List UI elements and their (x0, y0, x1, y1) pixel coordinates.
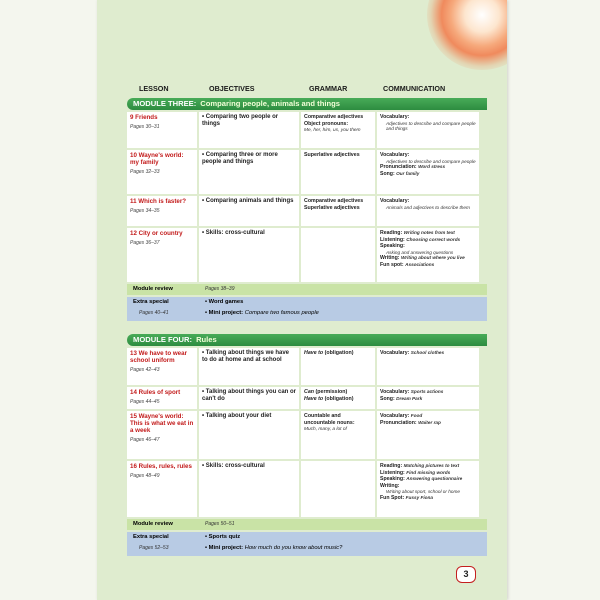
lesson-title: 10 Wayne's world: my family (130, 152, 184, 166)
lesson-cell (127, 348, 197, 385)
item-key: Fun Spot: (380, 494, 405, 501)
objectives-cell (199, 112, 299, 148)
item-key: Can (304, 389, 315, 395)
item-detail: Adjectives to describe and compare people (386, 158, 476, 164)
objective-text: • Comparing two people or things (202, 114, 279, 127)
objectives-cell (199, 411, 299, 459)
module-title: Rules (196, 335, 217, 344)
lesson-pages: Pages 48–49 (130, 473, 160, 479)
objective-text: • Talking about your diet (202, 413, 272, 419)
item-value: Associations (405, 261, 435, 267)
module-three (127, 98, 487, 321)
item-value: Food (410, 413, 423, 418)
item-key: Vocabulary: (380, 413, 410, 419)
item-value: (obligation) (324, 350, 354, 356)
objective-text: • Skills: cross-cultural (202, 463, 265, 469)
objective-text: • Comparing three or more people and things (202, 152, 278, 165)
item-key: Reading: (380, 463, 403, 469)
module4-lessons-table (125, 346, 481, 519)
lesson-row (127, 348, 479, 385)
lesson-cell (127, 228, 197, 282)
item-value: (permission) (315, 389, 348, 395)
header-lesson: LESSON (139, 84, 169, 93)
item-line (380, 350, 476, 357)
item-line (304, 396, 372, 403)
lesson-row (127, 150, 479, 194)
lesson-row (127, 387, 479, 409)
lesson-row (127, 411, 479, 459)
extra-special-bar (127, 297, 487, 321)
objective-text: • Talking about things we have to do at home and at school (202, 350, 289, 363)
item-value: (obligation) (324, 396, 354, 402)
item-label: Superlative adjectives (304, 152, 360, 158)
objectives-cell (199, 228, 299, 282)
item-key: Fun spot: (380, 261, 404, 268)
item-label: Superlative adjectives (304, 205, 360, 211)
communication-cell (377, 348, 479, 385)
review-pages: Pages 38–39 (205, 286, 235, 292)
item-value: Matching pictures to text (403, 463, 460, 468)
mini-project-text: Compare two famous people (244, 310, 319, 316)
lesson-title: 15 Wayne's world: This is what we eat in a week (130, 413, 194, 434)
item-line (380, 171, 476, 178)
communication-cell (377, 228, 479, 282)
item-label: Countable and (304, 413, 341, 419)
extra-label: Extra special (133, 299, 169, 305)
lesson-title: 11 Which is faster? (130, 198, 187, 205)
review-pages: Pages 50–51 (205, 521, 235, 527)
item-value: Sports actions (410, 389, 444, 394)
column-headers (97, 84, 507, 96)
item-key: Song: (380, 170, 395, 177)
mini-project (205, 310, 319, 316)
item-key: Pronunciation: (380, 164, 417, 170)
lesson-cell (127, 112, 197, 148)
item-line (304, 350, 372, 357)
communication-cell (377, 196, 479, 226)
lesson-pages: Pages 42–43 (130, 367, 160, 373)
extra-pages: Pages 52–53 (139, 545, 169, 551)
item-label: Comparative adjectives (304, 198, 364, 204)
item-label: Object pronouns: (304, 121, 349, 127)
mini-project-label: • Mini project: (205, 310, 244, 316)
item-label: Vocabulary: (380, 152, 410, 158)
objective-text: • Skills: cross-cultural (202, 230, 265, 236)
review-label: Module review (133, 286, 173, 292)
item-line (380, 262, 476, 269)
item-key: Listening: (380, 236, 405, 243)
objectives-cell (199, 348, 299, 385)
item-key: Song: (380, 395, 395, 402)
extra-label: Extra special (133, 534, 169, 540)
lesson-title: 9 Friends (130, 114, 158, 121)
lesson-cell (127, 150, 197, 194)
item-label: Speaking: (380, 243, 405, 249)
item-value: School clothes (410, 350, 445, 355)
lesson-cell (127, 387, 197, 409)
item-label: Writing: (380, 482, 400, 489)
mini-project (205, 545, 342, 551)
module3-title-bar (127, 98, 487, 110)
item-line (304, 389, 372, 396)
communication-cell (377, 461, 479, 517)
lesson-row (127, 461, 479, 517)
extra-item: • Word games (205, 299, 244, 305)
communication-cell (377, 387, 479, 409)
item-line (380, 396, 476, 403)
grammar-cell (301, 150, 375, 194)
module4-title-bar (127, 334, 487, 346)
module-label: MODULE THREE: (133, 99, 197, 108)
header-objectives: OBJECTIVES (209, 84, 255, 93)
objectives-cell (199, 150, 299, 194)
item-key: Vocabulary: (380, 389, 410, 395)
item-key: Speaking: (380, 476, 405, 482)
extra-special-bar (127, 532, 487, 556)
communication-cell (377, 112, 479, 148)
lesson-pages: Pages 44–45 (130, 399, 160, 405)
lesson-title: 12 City or country (130, 230, 183, 237)
lesson-title: 14 Rules of sport (130, 389, 181, 396)
item-value: Our family (396, 170, 420, 176)
contents-sheet (97, 0, 507, 600)
communication-cell (377, 150, 479, 194)
item-label: Comparative adjectives (304, 114, 364, 120)
item-key: Listening: (380, 469, 405, 476)
item-line (380, 495, 476, 502)
lesson-cell (127, 461, 197, 517)
item-key: Have to (304, 396, 324, 402)
grammar-cell (301, 112, 375, 148)
item-value: Writing notes from text (403, 230, 455, 235)
lesson-row (127, 228, 479, 282)
item-key: Writing: (380, 255, 400, 261)
grammar-cell (301, 387, 375, 409)
module-label: MODULE FOUR: (133, 335, 193, 344)
lesson-pages: Pages 30–31 (130, 124, 160, 130)
item-key: Have to (304, 350, 324, 356)
lesson-cell (127, 196, 197, 226)
item-value: Fussy Fiona (405, 494, 434, 500)
item-label: Vocabulary: (380, 114, 410, 120)
item-detail: Much, many, a lot of (304, 427, 347, 432)
lesson-title: 13 We have to wear school uniform (130, 350, 187, 364)
item-detail: Animals and adjectives to describe them (386, 204, 470, 210)
grammar-cell (301, 348, 375, 385)
item-value: Choosing correct words (406, 236, 461, 242)
communication-cell (377, 411, 479, 459)
lesson-cell (127, 411, 197, 459)
lesson-pages: Pages 36–37 (130, 240, 160, 246)
grammar-cell (301, 411, 375, 459)
lesson-row (127, 196, 479, 226)
item-detail: Adjectives to describe and compare people and things (386, 120, 476, 131)
page-number: 3 (456, 566, 476, 583)
review-label: Module review (133, 521, 173, 527)
item-detail: Asking and answering questions (386, 249, 454, 255)
item-value: Answering questionnaire (406, 476, 463, 481)
item-line (380, 476, 476, 483)
item-key: Vocabulary: (380, 350, 410, 356)
grammar-cell (301, 196, 375, 226)
item-detail: Writing about sport, school or home (386, 489, 460, 494)
item-value: Waiter rap (418, 419, 441, 425)
decorative-glow (427, 0, 507, 70)
item-line (380, 420, 476, 427)
objectives-cell (199, 461, 299, 517)
module-review-bar (127, 284, 487, 295)
grammar-cell (301, 228, 375, 282)
item-key: Pronunciation: (380, 419, 417, 426)
item-value: Word stress (418, 164, 446, 169)
module-review-bar (127, 519, 487, 530)
lesson-pages: Pages 32–33 (130, 169, 160, 175)
grammar-cell (301, 461, 375, 517)
module3-lessons-table (125, 110, 481, 284)
item-value: Find missing words (406, 469, 451, 475)
mini-project-label: • Mini project: (205, 545, 244, 551)
objective-text: • Talking about things you can or can't do (202, 389, 296, 402)
lesson-pages: Pages 34–35 (130, 208, 160, 214)
header-communication: COMMUNICATION (383, 84, 446, 93)
item-value: Dream Park (396, 395, 423, 401)
objective-text: • Comparing animals and things (202, 198, 294, 204)
item-label: Vocabulary: (380, 198, 410, 204)
mini-project-text: How much do you know about music? (244, 545, 343, 551)
item-detail: Me, her, him, us, you them (304, 128, 361, 133)
extra-item: • Sports quiz (205, 534, 241, 540)
extra-pages: Pages 40–41 (139, 310, 169, 316)
header-grammar: GRAMMAR (309, 84, 348, 93)
item-label: uncountable nouns: (304, 420, 355, 426)
lesson-title: 16 Rules, rules, rules (130, 463, 192, 470)
item-key: Reading: (380, 230, 403, 236)
lesson-pages: Pages 46–47 (130, 437, 160, 443)
objectives-cell (199, 196, 299, 226)
objectives-cell (199, 387, 299, 409)
item-value: Writing about where you live (400, 255, 465, 260)
module-four (127, 334, 487, 556)
lesson-row (127, 112, 479, 148)
module-title: Comparing people, animals and things (200, 99, 340, 108)
